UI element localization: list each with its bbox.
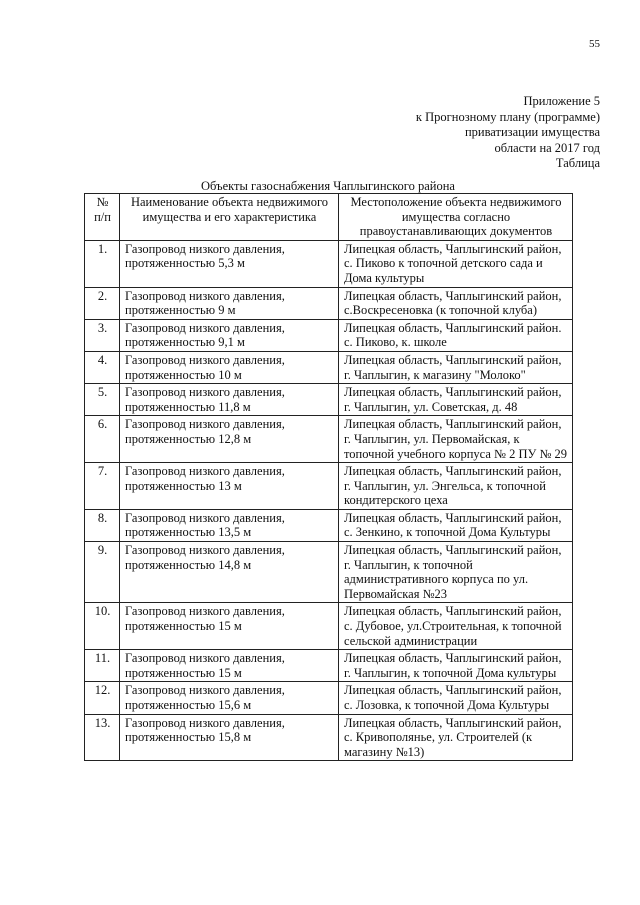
table-title: Объекты газоснабжения Чаплыгинского района — [201, 179, 455, 193]
table-row — [85, 287, 573, 319]
object-name-cell: Газопровод низкого давления, протяженностью 11,8 м — [120, 384, 339, 416]
appendix-line-1: Приложение 5 — [523, 94, 600, 108]
row-number-cell: 3. — [85, 319, 120, 351]
object-name-cell: Газопровод низкого давления, протяженностью 13,5 м — [120, 509, 339, 541]
object-name-cell: Газопровод низкого давления, протяженностью 9,1 м — [120, 319, 339, 351]
row-number-cell: 7. — [85, 463, 120, 510]
table-row — [85, 463, 573, 510]
objects-table — [84, 193, 573, 761]
appendix-header — [416, 94, 600, 172]
header-name: Наименование объекта недвижимого имущества и его характеристика — [120, 194, 339, 241]
object-location-cell: Липецкая область, Чаплыгинский район, г. Чаплыгин, к топочной административного корпуса по ул. Первомайская №23 — [339, 542, 573, 603]
row-number-cell: 2. — [85, 287, 120, 319]
object-name-cell: Газопровод низкого давления, протяженностью 15 м — [120, 650, 339, 682]
appendix-line-3: приватизации имущества — [464, 125, 600, 139]
header-location: Местоположение объекта недвижимого имущества согласно правоустанавливающих документов — [339, 194, 573, 241]
row-number-cell: 11. — [85, 650, 120, 682]
row-number-cell: 9. — [85, 542, 120, 603]
table-row — [85, 542, 573, 603]
row-number-cell: 13. — [85, 714, 120, 761]
object-location-cell: Липецкая область, Чаплыгинский район, г. Чаплыгин, ул. Советская, д. 48 — [339, 384, 573, 416]
object-location-cell: Липецкая область, Чаплыгинский район, г. Чаплыгин, к топочной Дома культуры — [339, 650, 573, 682]
header-number — [85, 194, 120, 241]
object-name-cell: Газопровод низкого давления, протяженностью 5,3 м — [120, 240, 339, 287]
table-header — [85, 194, 573, 241]
object-name-cell: Газопровод низкого давления, протяженностью 13 м — [120, 463, 339, 510]
table-row — [85, 650, 573, 682]
table-row — [85, 416, 573, 463]
table-row — [85, 682, 573, 714]
row-number-cell: 1. — [85, 240, 120, 287]
object-name-cell: Газопровод низкого давления, протяженностью 9 м — [120, 287, 339, 319]
object-name-cell: Газопровод низкого давления, протяженностью 10 м — [120, 351, 339, 383]
appendix-line-2: к Прогнозному плану (программе) — [415, 109, 600, 124]
appendix-line-5: Таблица — [555, 156, 600, 170]
header-number-line-1: № — [96, 195, 109, 209]
object-location-cell: Липецкая область, Чаплыгинский район, г. Чаплыгин, ул. Первомайская, к топочной учебного корпуса № 2 ПУ № 29 — [339, 416, 573, 463]
table-row — [85, 714, 573, 761]
table-row — [85, 509, 573, 541]
object-name-cell: Газопровод низкого давления, протяженностью 14,8 м — [120, 542, 339, 603]
table-row — [85, 384, 573, 416]
object-location-cell: Липецкая область, Чаплыгинский район, с. Зенкино, к топочной Дома Культуры — [339, 509, 573, 541]
object-location-cell: Липецкая область, Чаплыгинский район, г. Чаплыгин, к магазину "Молоко" — [339, 351, 573, 383]
object-name-cell: Газопровод низкого давления, протяженностью 15,8 м — [120, 714, 339, 761]
object-location-cell: Липецкая область, Чаплыгинский район, с. Лозовка, к топочной Дома Культуры — [339, 682, 573, 714]
row-number-cell: 6. — [85, 416, 120, 463]
row-number-cell: 10. — [85, 603, 120, 650]
header-row — [85, 194, 573, 241]
object-location-cell: Липецкая область, Чаплыгинский район, г. Чаплыгин, ул. Энгельса, к топочной кондитерского цеха — [339, 463, 573, 510]
row-number-cell: 4. — [85, 351, 120, 383]
row-number-cell: 12. — [85, 682, 120, 714]
table-row — [85, 319, 573, 351]
object-location-cell: Липецкая область, Чаплыгинский район, с. Пиково к топочной детского сада и Дома культуры — [339, 240, 573, 287]
row-number-cell: 8. — [85, 509, 120, 541]
header-number-line-2: п/п — [94, 209, 111, 224]
row-number-cell: 5. — [85, 384, 120, 416]
table-row — [85, 351, 573, 383]
table-row — [85, 240, 573, 287]
page-number: 55 — [589, 38, 600, 50]
object-location-cell: Липецкая область, Чаплыгинский район, с. Кривополянье, ул. Строителей (к магазину №13) — [339, 714, 573, 761]
object-location-cell: Липецкая область, Чаплыгинский район. с. Пиково, к. школе — [339, 319, 573, 351]
appendix-line-4: области на 2017 год — [494, 140, 600, 155]
object-name-cell: Газопровод низкого давления, протяженностью 15 м — [120, 603, 339, 650]
object-location-cell: Липецкая область, Чаплыгинский район, с. Дубовое, ул.Строительная, к топочной сельской администрации — [339, 603, 573, 650]
object-name-cell: Газопровод низкого давления, протяженностью 15,6 м — [120, 682, 339, 714]
table-row — [85, 603, 573, 650]
object-name-cell: Газопровод низкого давления, протяженностью 12,8 м — [120, 416, 339, 463]
table-body — [85, 240, 573, 761]
object-location-cell: Липецкая область, Чаплыгинский район, с.Воскресеновка (к топочной клуба) — [339, 287, 573, 319]
